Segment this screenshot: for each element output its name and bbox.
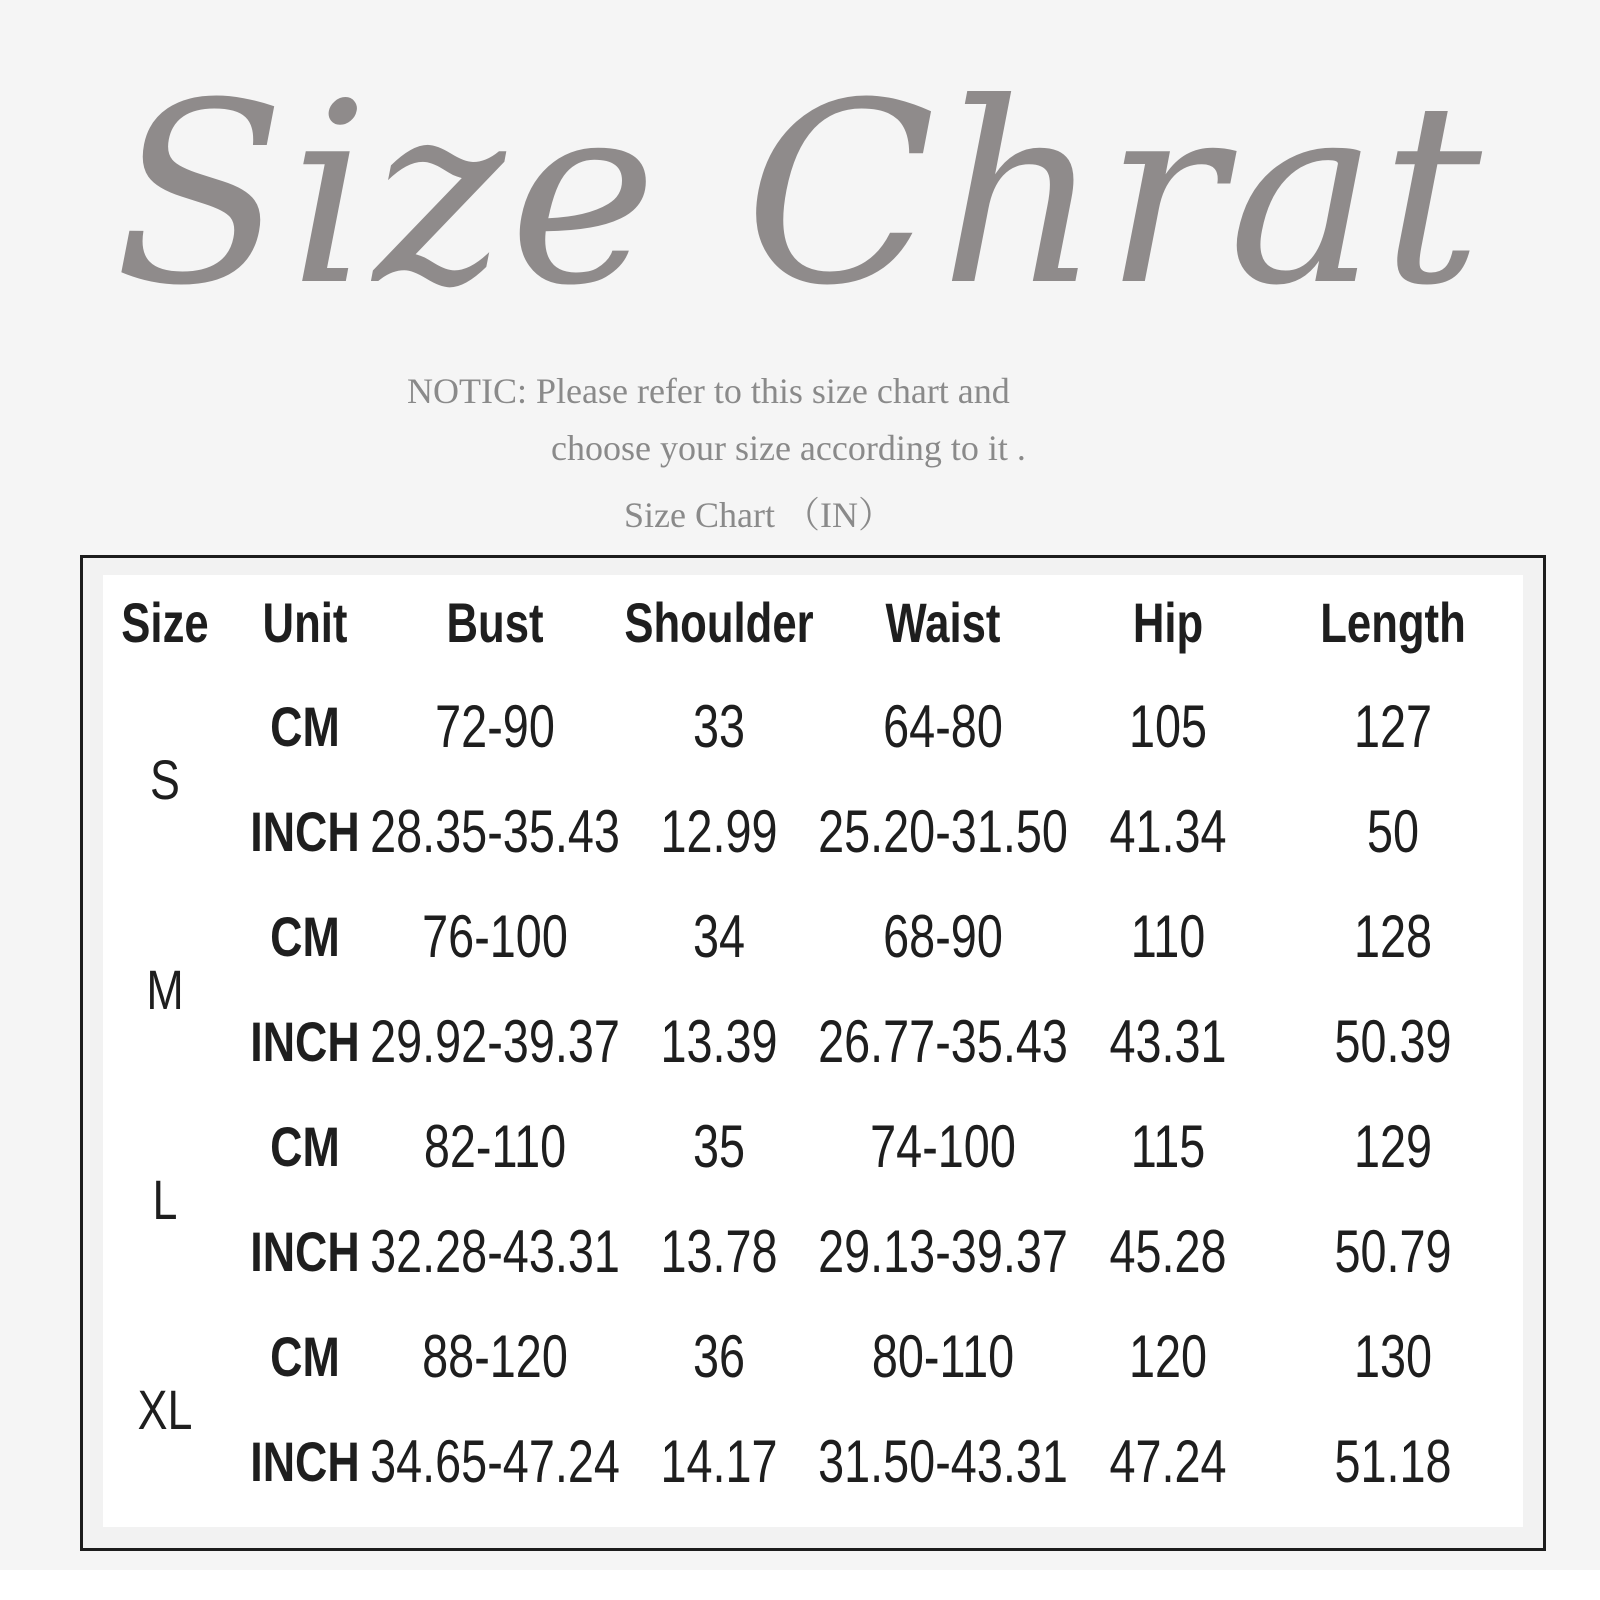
waist-value: 25.20-31.50 bbox=[818, 798, 1068, 865]
hip-value: 115 bbox=[1130, 1113, 1206, 1180]
bust-value: 82-110 bbox=[423, 1113, 567, 1180]
unit-label: INCH bbox=[250, 1010, 360, 1073]
unit-label: INCH bbox=[250, 1220, 360, 1283]
waist-value: 26.77-35.43 bbox=[818, 1008, 1068, 1075]
unit-label: CM bbox=[270, 905, 340, 968]
hip-value: 120 bbox=[1128, 1323, 1208, 1390]
unit-label: INCH bbox=[250, 1430, 360, 1493]
bust-value: 32.28-43.31 bbox=[370, 1218, 620, 1285]
notice-line-1: NOTIC: Please refer to this size chart and bbox=[407, 371, 1010, 411]
header-waist: Waist bbox=[885, 591, 1001, 654]
shoulder-value: 34 bbox=[692, 903, 746, 970]
size-table bbox=[80, 555, 1546, 1551]
unit-label: INCH bbox=[250, 800, 360, 863]
waist-value: 29.13-39.37 bbox=[818, 1218, 1068, 1285]
waist-value: 80-110 bbox=[871, 1323, 1015, 1390]
hip-value: 43.31 bbox=[1109, 1008, 1227, 1075]
hip-value: 110 bbox=[1130, 903, 1206, 970]
waist-value: 74-100 bbox=[870, 1113, 1016, 1180]
hip-value: 105 bbox=[1128, 693, 1208, 760]
shoulder-value: 12.99 bbox=[660, 798, 778, 865]
page-title: Size Chrat bbox=[114, 49, 1486, 340]
bust-value: 29.92-39.37 bbox=[370, 1008, 620, 1075]
length-value: 130 bbox=[1353, 1323, 1433, 1390]
hip-value: 45.28 bbox=[1109, 1218, 1227, 1285]
unit-label: CM bbox=[270, 1325, 340, 1388]
header-hip: Hip bbox=[1132, 591, 1204, 654]
bust-value: 34.65-47.24 bbox=[370, 1428, 620, 1495]
size-label: M bbox=[146, 957, 184, 1021]
size-label: S bbox=[150, 747, 180, 811]
waist-value: 64-80 bbox=[883, 693, 1003, 760]
shoulder-value: 13.39 bbox=[660, 1008, 778, 1075]
bust-value: 76-100 bbox=[422, 903, 568, 970]
waist-value: 31.50-43.31 bbox=[818, 1428, 1068, 1495]
shoulder-value: 33 bbox=[692, 693, 746, 760]
shoulder-value: 36 bbox=[692, 1323, 746, 1390]
header-unit: Unit bbox=[262, 591, 348, 654]
bust-value: 28.35-35.43 bbox=[370, 798, 620, 865]
length-value: 129 bbox=[1353, 1113, 1433, 1180]
bust-value: 72-90 bbox=[435, 693, 555, 760]
unit-label: CM bbox=[270, 1115, 340, 1178]
length-value: 128 bbox=[1353, 903, 1433, 970]
shoulder-value: 14.17 bbox=[660, 1428, 778, 1495]
hip-value: 41.34 bbox=[1109, 798, 1227, 865]
size-table-body bbox=[103, 575, 1523, 1527]
unit-label: CM bbox=[270, 695, 340, 758]
length-value: 50.39 bbox=[1334, 1008, 1452, 1075]
notice-line-2: choose your size according to it . bbox=[551, 428, 1026, 468]
header-shoulder: Shoulder bbox=[624, 591, 814, 654]
length-value: 50 bbox=[1366, 798, 1420, 865]
length-value: 51.18 bbox=[1334, 1428, 1452, 1495]
shoulder-value: 13.78 bbox=[660, 1218, 778, 1285]
bust-value: 88-120 bbox=[422, 1323, 568, 1390]
hip-value: 47.24 bbox=[1109, 1428, 1227, 1495]
shoulder-value: 35 bbox=[692, 1113, 746, 1180]
table-caption: Size Chart （IN） bbox=[624, 495, 894, 535]
header-bust: Bust bbox=[446, 591, 544, 654]
length-value: 127 bbox=[1353, 693, 1433, 760]
header-length: Length bbox=[1320, 591, 1466, 654]
header-size: Size bbox=[121, 591, 209, 654]
waist-value: 68-90 bbox=[883, 903, 1003, 970]
size-label: XL bbox=[137, 1377, 193, 1441]
size-label: L bbox=[152, 1167, 178, 1231]
length-value: 50.79 bbox=[1334, 1218, 1452, 1285]
